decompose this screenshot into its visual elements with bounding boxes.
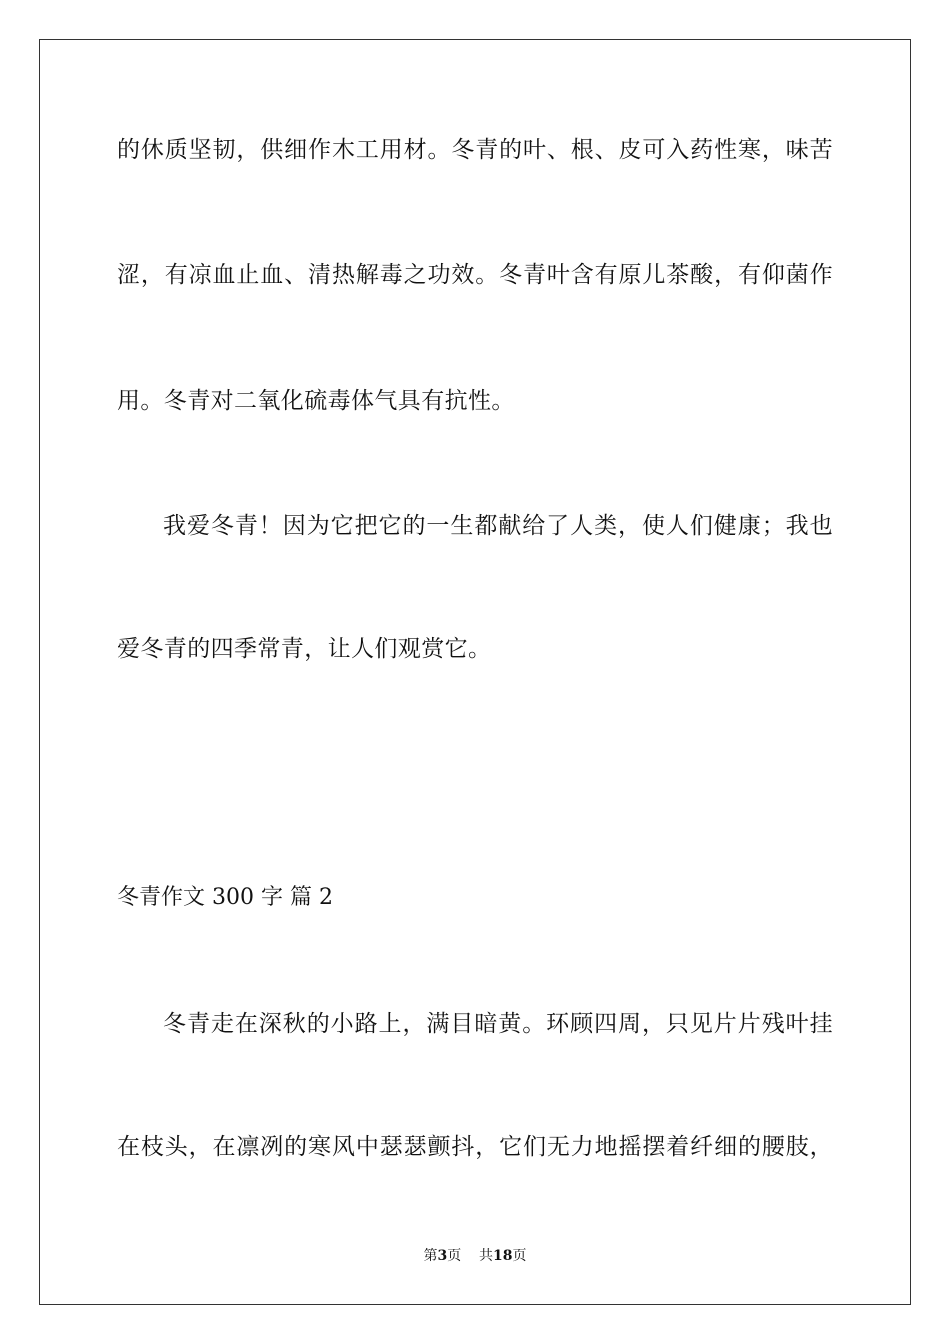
paragraph-line: 我爱冬青！因为它把它的一生都献给了人类，使人们健康；我也 [163,513,833,539]
paragraph-line: 用。冬青对二氧化硫毒体气具有抗性。 [117,388,515,414]
current-page-number: 3 [437,1248,448,1264]
paragraph-line: 涩，有凉血止血、清热解毒之功效。冬青叶含有原儿茶酸，有仰菌作 [117,262,833,288]
page-footer [0,1246,950,1266]
paragraph-line: 在枝头，在凛冽的寒风中瑟瑟颤抖，它们无力地摇摆着纤细的腰肢， [117,1134,833,1160]
footer-middle: 页 共 [447,1248,494,1264]
section-heading: 冬青作文 300 字 篇 2 [117,885,333,910]
total-pages-number: 18 [493,1248,513,1264]
footer-suffix: 页 [512,1248,527,1264]
page-frame [39,39,911,1305]
paragraph-line: 的休质坚韧，供细作木工用材。冬青的叶、根、皮可入药性寒，味苦 [117,137,833,163]
paragraph-line: 爱冬青的四季常青，让人们观赏它。 [117,636,492,662]
footer-prefix: 第 [423,1248,438,1264]
paragraph-line: 冬青走在深秋的小路上，满目暗黄。环顾四周，只见片片残叶挂 [163,1011,833,1037]
